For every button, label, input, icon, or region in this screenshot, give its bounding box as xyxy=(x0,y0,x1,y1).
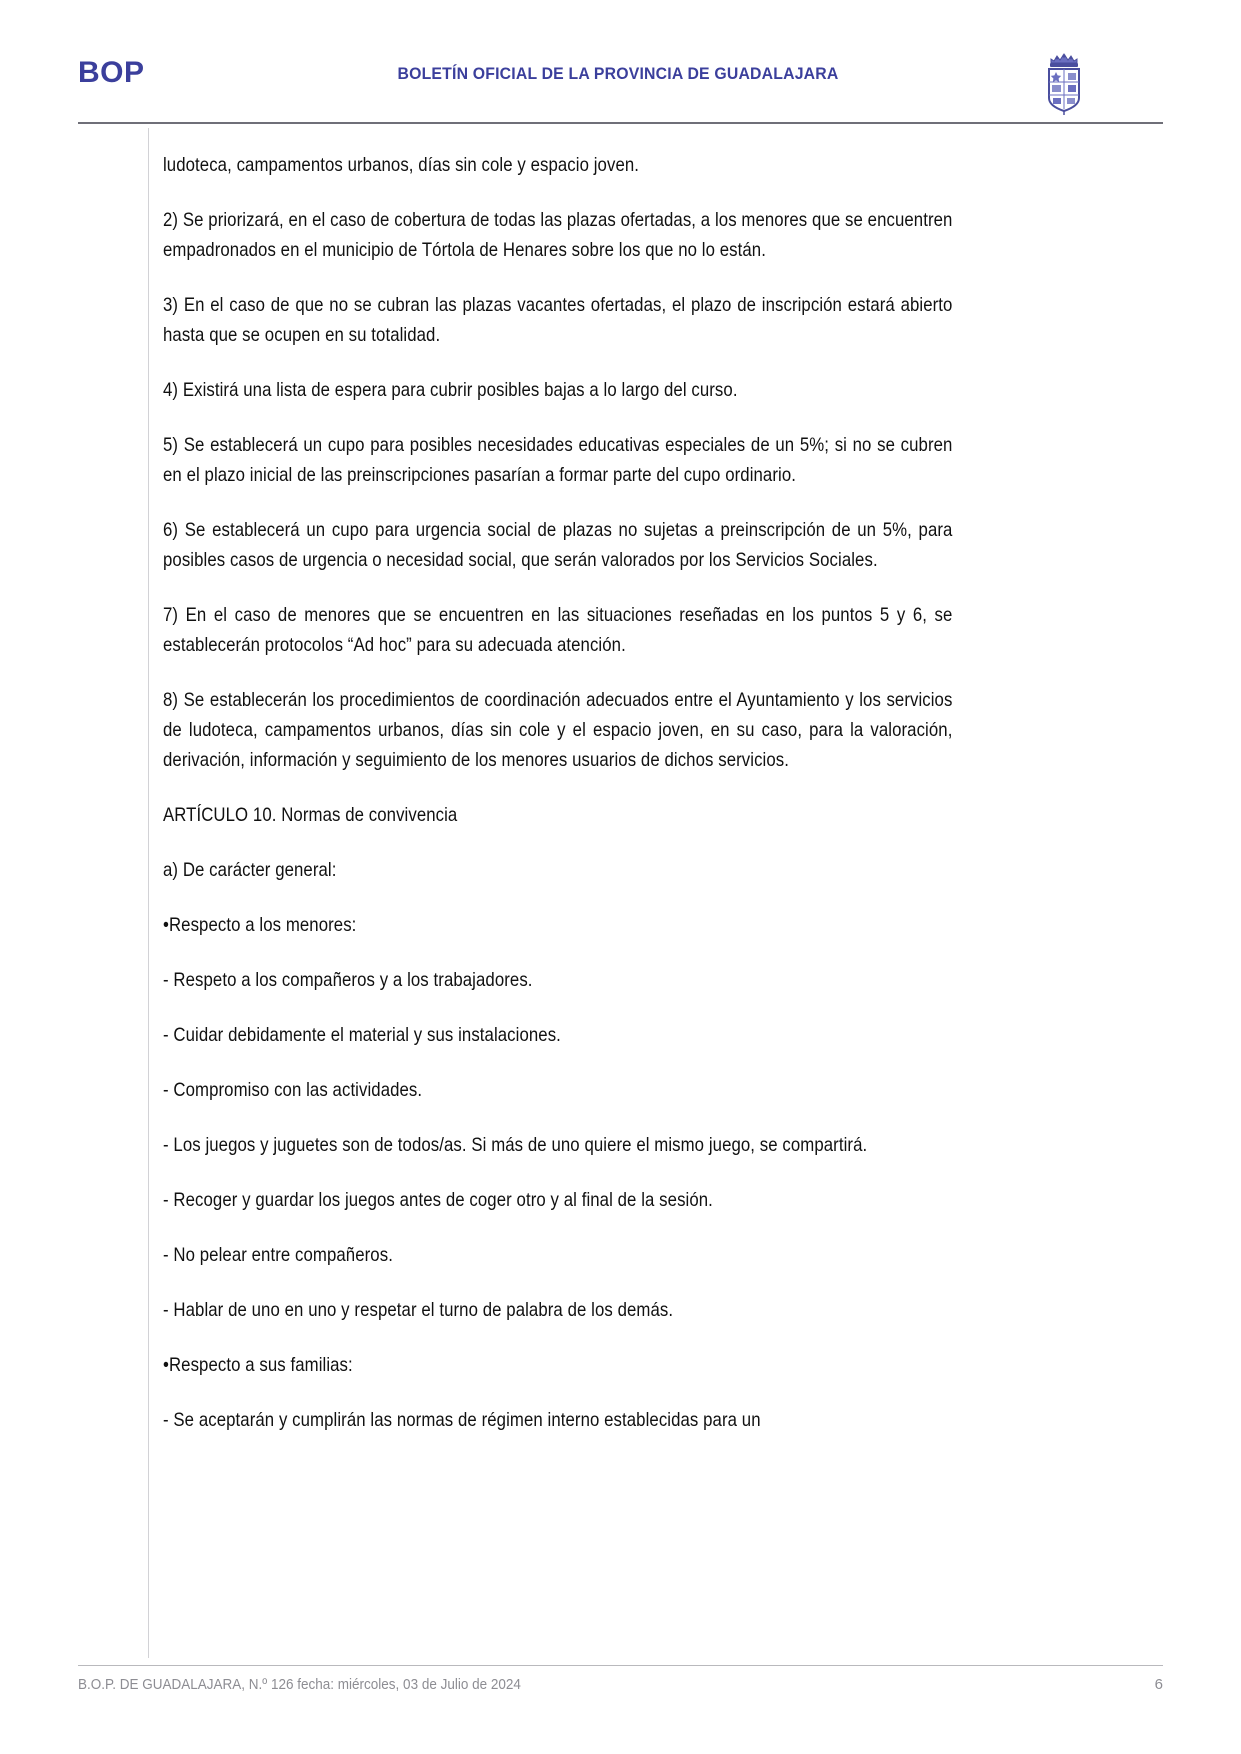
page-footer xyxy=(78,1676,1163,1702)
bop-logo: BOP xyxy=(78,56,145,89)
document-body xyxy=(163,150,953,1460)
paragraph: 2) Se priorizará, en el caso de cobertura de todas las plazas ofertadas, a los menores que se encuentren empadronados en el municipio de Tórtola de Henares sobre los que no lo están. xyxy=(163,209,953,261)
article-heading: ARTÍCULO 10. Normas de convivencia xyxy=(163,804,458,826)
dash-item: - Compromiso con las actividades. xyxy=(163,1079,423,1101)
dash-item: - Cuidar debidamente el material y sus instalaciones. xyxy=(163,1024,561,1046)
paragraph: 8) Se establecerán los procedimientos de coordinación adecuados entre el Ayuntamiento y los servicios de ludoteca, campamentos urbanos, días sin cole y el espacio joven, en su caso, para la valoración, derivación, información y seguimiento de los menores usuarios de dichos servicios. xyxy=(163,689,953,771)
masthead xyxy=(78,48,1163,110)
bullet-item: •Respecto a los menores: xyxy=(163,914,357,936)
bulletin-title: BOLETÍN OFICIAL DE LA PROVINCIA DE GUADALAJARA xyxy=(397,64,839,83)
paragraph: 5) Se establecerá un cupo para posibles necesidades educativas especiales de un 5%; si no se cubren en el plazo inicial de las preinscripciones pasarían a formar parte del cupo ordinario. xyxy=(163,434,953,486)
coat-of-arms-icon xyxy=(1040,48,1088,116)
dash-item: - Hablar de uno en uno y respetar el turno de palabra de los demás. xyxy=(163,1299,674,1321)
paragraph: ludoteca, campamentos urbanos, días sin cole y espacio joven. xyxy=(163,154,640,176)
dash-item: - No pelear entre compañeros. xyxy=(163,1244,393,1266)
dash-item: - Se aceptarán y cumplirán las normas de régimen interno establecidas para un xyxy=(163,1409,761,1431)
bullet-item: •Respecto a sus familias: xyxy=(163,1354,353,1376)
column-margin-rule xyxy=(148,128,149,1658)
dash-item: - Recoger y guardar los juegos antes de coger otro y al final de la sesión. xyxy=(163,1189,713,1211)
footer-publication-info: B.O.P. DE GUADALAJARA, N.º 126 fecha: miércoles, 03 de Julio de 2024 xyxy=(78,1676,521,1693)
subsection-heading: a) De carácter general: xyxy=(163,859,337,881)
paragraph: 6) Se establecerá un cupo para urgencia social de plazas no sujetas a preinscripción de un 5%, para posibles casos de urgencia o necesidad social, que serán valorados por los Servicios Sociales. xyxy=(163,519,953,571)
header-divider xyxy=(78,122,1163,124)
footer-divider xyxy=(78,1665,1163,1666)
footer-page-number: 6 xyxy=(1154,1676,1163,1693)
dash-item: - Respeto a los compañeros y a los trabajadores. xyxy=(163,969,533,991)
dash-item: - Los juegos y juguetes son de todos/as. Si más de uno quiere el mismo juego, se compartirá. xyxy=(163,1134,868,1156)
paragraph: 4) Existirá una lista de espera para cubrir posibles bajas a lo largo del curso. xyxy=(163,379,738,401)
paragraph: 7) En el caso de menores que se encuentren en las situaciones reseñadas en los puntos 5 y 6, se establecerán protocolos “Ad hoc” para su adecuada atención. xyxy=(163,604,953,656)
paragraph: 3) En el caso de que no se cubran las plazas vacantes ofertadas, el plazo de inscripción estará abierto hasta que se ocupen en su totalidad. xyxy=(163,294,953,346)
